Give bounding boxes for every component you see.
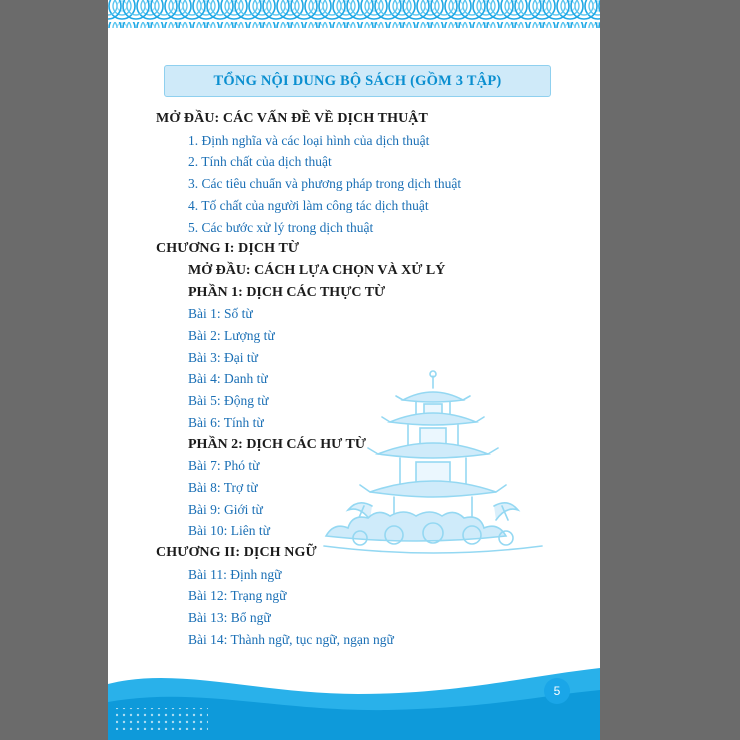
book-page bbox=[108, 0, 600, 740]
toc-entry-item[interactable]: Bài 6: Tính từ bbox=[188, 414, 264, 430]
toc-entry-item[interactable]: Bài 4: Danh từ bbox=[188, 371, 268, 387]
toc-entry-item[interactable]: Bài 7: Phó từ bbox=[188, 458, 260, 474]
toc-entry-item[interactable]: 4. Tố chất của người làm công tác dịch thuật bbox=[188, 197, 429, 213]
top-decorative-band bbox=[108, 0, 600, 44]
toc-entry-item[interactable]: Bài 1: Số từ bbox=[188, 306, 253, 322]
toc-entry-item[interactable]: 5. Các bước xử lý trong dịch thuật bbox=[188, 219, 374, 235]
toc-entry-heading: MỞ ĐẦU: CÁC VẤN ĐỀ VỀ DỊCH THUẬT bbox=[156, 111, 428, 126]
toc-entry-item[interactable]: Bài 3: Đại từ bbox=[188, 349, 258, 365]
wave-shape-icon bbox=[108, 650, 600, 740]
toc-entry-item[interactable]: Bài 8: Trợ từ bbox=[188, 479, 258, 495]
toc-entry-subheading: PHẦN 1: DỊCH CÁC THỰC TỪ bbox=[188, 284, 386, 300]
toc-entry-heading: CHƯƠNG II: DỊCH NGỮ bbox=[156, 545, 317, 561]
toc-entry-item[interactable]: Bài 5: Động từ bbox=[188, 393, 269, 409]
section-title-banner bbox=[164, 65, 551, 97]
toc-entry-item[interactable]: Bài 9: Giới từ bbox=[188, 501, 263, 517]
page-title: TỔNG NỘI DUNG BỘ SÁCH (GỒM 3 TẬP) bbox=[213, 72, 502, 89]
toc-entry-item[interactable]: Bài 10: Liên từ bbox=[188, 523, 270, 539]
toc-entry-subheading: MỞ ĐẦU: CÁCH LỰA CHỌN VÀ XỬ LÝ bbox=[188, 262, 446, 278]
toc-entry-item[interactable]: Bài 14: Thành ngữ, tục ngữ, ngạn ngữ bbox=[188, 631, 394, 647]
bottom-decorative-wave bbox=[108, 650, 600, 740]
toc-entry-item[interactable]: Bài 11: Định ngữ bbox=[188, 566, 282, 582]
toc-entry-item[interactable]: 1. Định nghĩa và các loại hình của dịch thuật bbox=[188, 132, 430, 148]
toc-entry-heading: CHƯƠNG I: DỊCH TỪ bbox=[156, 241, 300, 257]
toc-entry-item[interactable]: Bài 13: Bổ ngữ bbox=[188, 610, 271, 626]
toc-entry-subheading: PHẦN 2: DỊCH CÁC HƯ TỪ bbox=[188, 436, 366, 452]
page-number-badge: 5 bbox=[544, 678, 570, 704]
table-of-contents bbox=[108, 108, 600, 651]
toc-entry-item[interactable]: 2. Tính chất của dịch thuật bbox=[188, 154, 332, 170]
scallop-pattern-icon bbox=[108, 0, 600, 44]
toc-entry-item[interactable]: Bài 2: Lượng từ bbox=[188, 328, 275, 344]
toc-entry-item[interactable]: 3. Các tiêu chuẩn và phương pháp trong dịch thuật bbox=[188, 176, 462, 192]
toc-entry-item[interactable]: Bài 12: Trạng ngữ bbox=[188, 588, 287, 604]
